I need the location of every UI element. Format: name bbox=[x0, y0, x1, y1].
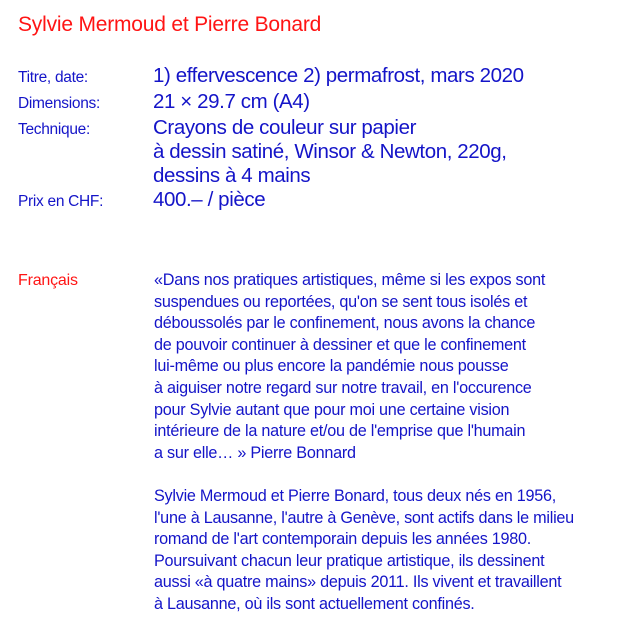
spec-label-price: Prix en CHF: bbox=[18, 193, 104, 210]
spec-value-line: à dessin satiné, Winsor & Newton, 220g, bbox=[153, 140, 507, 163]
text-line: à aiguiser notre regard sur notre travail, en l'occurence bbox=[154, 378, 532, 397]
text-line: lui-même ou plus encore la pandémie nous pousse bbox=[154, 357, 509, 376]
text-line: Sylvie Mermoud et Pierre Bonard, tous deux nés en 1956, bbox=[154, 486, 556, 505]
language-label: Français bbox=[18, 272, 78, 289]
spec-value-line: 21 × 29.7 cm (A4) bbox=[153, 90, 310, 113]
bio-paragraph bbox=[154, 486, 634, 616]
spec-row-price bbox=[18, 188, 638, 214]
spec-value-technique bbox=[153, 116, 507, 188]
text-line: «Dans nos pratiques artistiques, même si les expos sont bbox=[154, 271, 546, 289]
text-line: l'une à Lausanne, l'autre à Genève, sont actifs dans le milieu bbox=[154, 508, 574, 527]
spec-row-title-date bbox=[18, 64, 638, 90]
quote-paragraph bbox=[154, 270, 634, 464]
artwork-specs bbox=[18, 64, 638, 214]
spec-value-dimensions bbox=[153, 90, 310, 114]
text-line: de pouvoir continuer à dessiner et que le confinement bbox=[154, 335, 526, 354]
spec-label-title-date: Titre, date: bbox=[18, 69, 88, 86]
spec-label-technique: Technique: bbox=[18, 121, 90, 138]
text-line: suspendues ou reportées, qu'on se sent tous isolés et bbox=[154, 292, 528, 311]
spec-value-title-date bbox=[153, 64, 524, 88]
spec-value-line: 1) effervescence 2) permafrost, mars 2020 bbox=[153, 64, 524, 87]
page-title: Sylvie Mermoud et Pierre Bonard bbox=[18, 13, 322, 36]
spec-label-dimensions: Dimensions: bbox=[18, 95, 100, 112]
spec-value-line: dessins à 4 mains bbox=[153, 164, 311, 187]
spec-row-dimensions bbox=[18, 90, 638, 116]
text-line: à Lausanne, où ils sont actuellement confinés. bbox=[154, 594, 475, 613]
spec-value-line: 400.– / pièce bbox=[153, 188, 266, 211]
text-line: aussi «à quatre mains» depuis 2011. Ils vivent et travaillent bbox=[154, 573, 562, 592]
text-line: déboussolés par le confinement, nous avons la chance bbox=[154, 314, 536, 333]
text-line: pour Sylvie autant que pour moi une certaine vision bbox=[154, 400, 510, 419]
spec-row-technique bbox=[18, 116, 638, 188]
text-line: Poursuivant chacun leur pratique artistique, ils dessinent bbox=[154, 551, 545, 570]
spec-value-price bbox=[153, 188, 265, 212]
text-line: intérieure de la nature et/ou de l'emprise que l'humain bbox=[154, 422, 526, 441]
text-line: a sur elle… » Pierre Bonnard bbox=[154, 443, 356, 462]
text-line: romand de l'art contemporain depuis les années 1980. bbox=[154, 530, 532, 549]
description-body bbox=[154, 270, 634, 616]
spec-value-line: Crayons de couleur sur papier bbox=[153, 116, 417, 139]
